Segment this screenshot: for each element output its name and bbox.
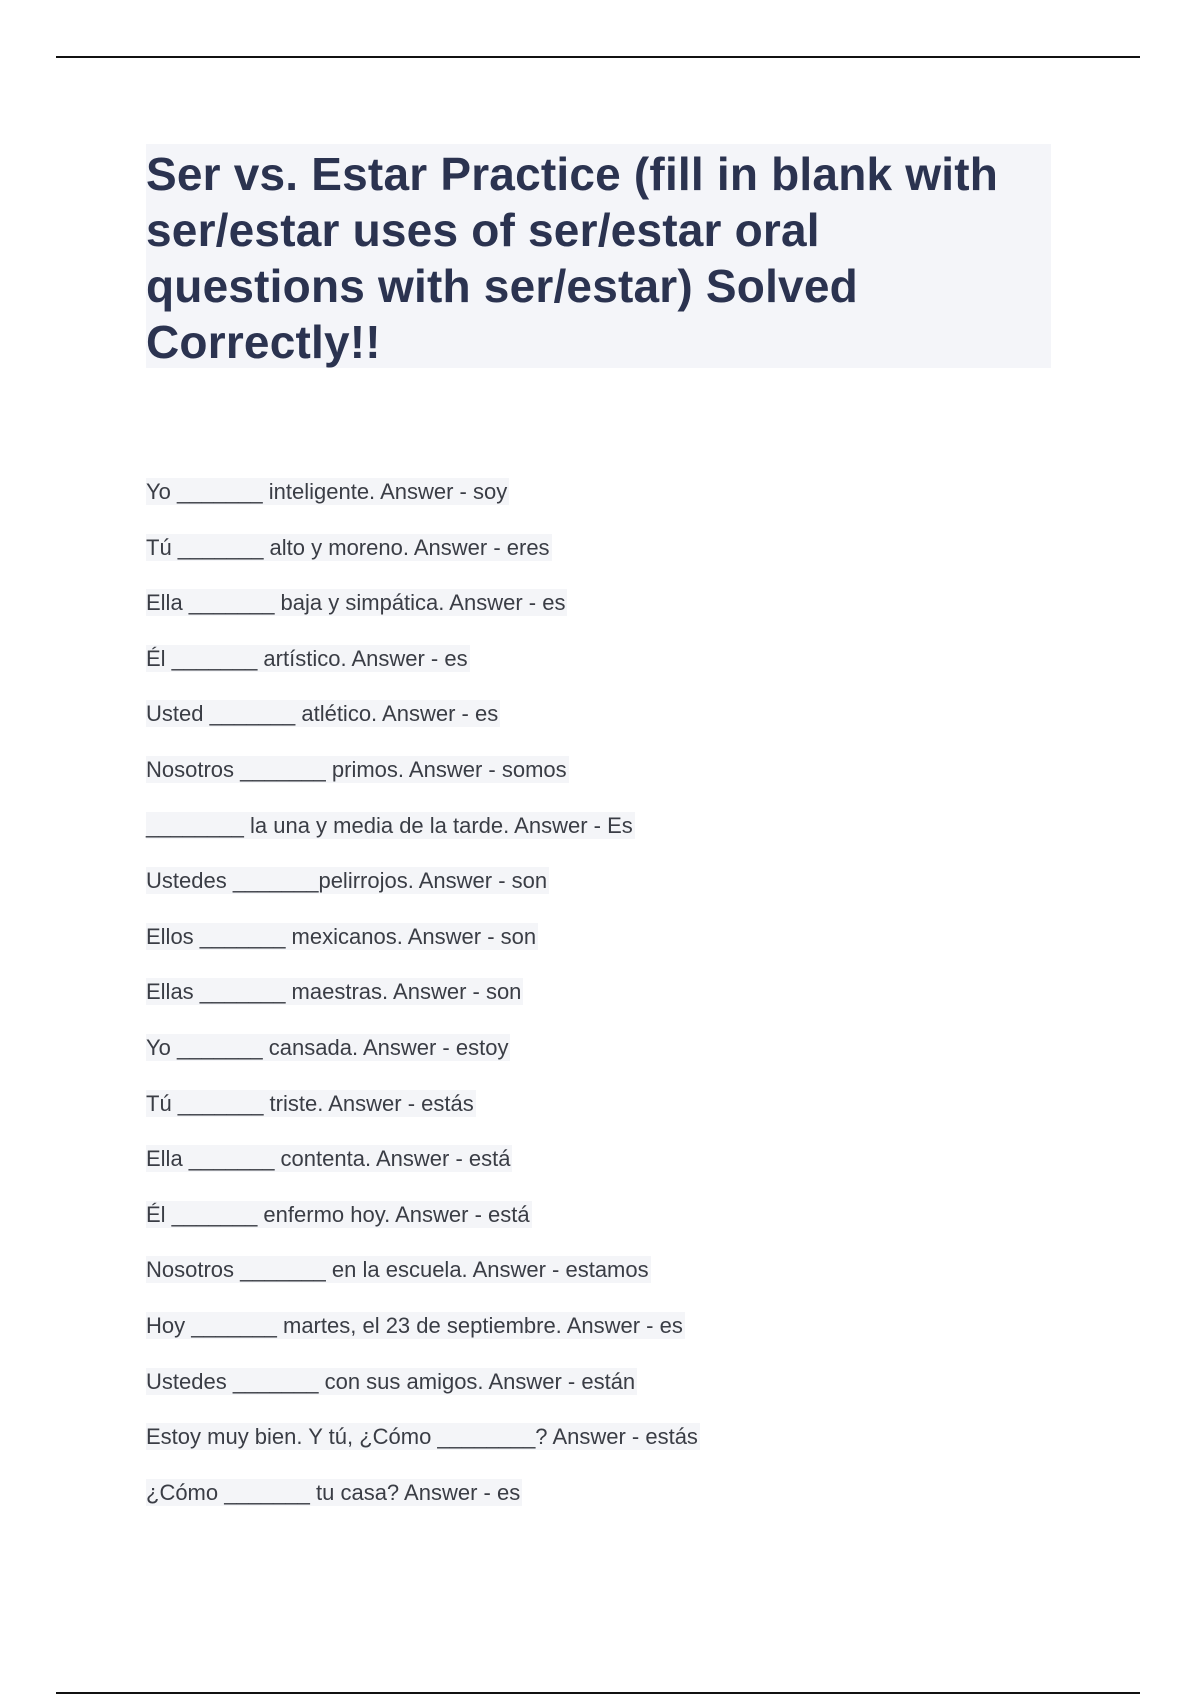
question-item: [146, 699, 700, 755]
question-item: [146, 1422, 700, 1478]
question-text: ¿Cómo _______ tu casa? Answer - es: [146, 1479, 521, 1505]
question-text: Estoy muy bien. Y tú, ¿Cómo ________? Answer - estás: [146, 1424, 698, 1450]
question-text: Hoy _______ martes, el 23 de septiembre. Answer - es: [146, 1312, 683, 1338]
question-item: [146, 1367, 700, 1423]
question-text: Nosotros _______ primos. Answer - somos: [146, 756, 567, 782]
question-text: Ellos _______ mexicanos. Answer - son: [146, 923, 537, 949]
question-item: [146, 1200, 700, 1256]
question-item: [146, 1144, 700, 1200]
question-item: [146, 1311, 700, 1367]
question-text: Él _______ enfermo hoy. Answer - está: [146, 1201, 530, 1227]
question-item: [146, 811, 700, 867]
question-text: Nosotros _______ en la escuela. Answer - estamos: [146, 1257, 649, 1283]
question-item: [146, 588, 700, 644]
question-text: Tú _______ triste. Answer - estás: [146, 1090, 474, 1116]
question-item: [146, 755, 700, 811]
question-item: [146, 1033, 700, 1089]
question-text: Ustedes _______ con sus amigos. Answer - están: [146, 1368, 636, 1394]
top-rule: [56, 56, 1140, 58]
question-list: [146, 477, 700, 1533]
question-text: Yo _______ inteligente. Answer - soy: [146, 479, 508, 504]
question-text: Yo _______ cansada. Answer - estoy: [146, 1034, 509, 1060]
question-item: [146, 977, 700, 1033]
question-item: [146, 866, 700, 922]
question-text: Ellas _______ maestras. Answer - son: [146, 979, 522, 1005]
question-item: [146, 1089, 700, 1145]
question-text: Él _______ artístico. Answer - es: [146, 645, 468, 671]
document-title: Ser vs. Estar Practice (fill in blank with ser/estar uses of ser/estar oral questions with ser/estar) Solved Correctly!!: [146, 148, 999, 368]
question-item: [146, 644, 700, 700]
title-box: [146, 144, 1051, 368]
question-text: ________ la una y media de la tarde. Answer - Es: [146, 812, 633, 838]
question-text: Ella _______ contenta. Answer - está: [146, 1146, 511, 1172]
question-item: [146, 922, 700, 978]
question-text: Usted _______ atlético. Answer - es: [146, 701, 499, 727]
question-text: Ella _______ baja y simpática. Answer - es: [146, 590, 566, 616]
question-text: Tú _______ alto y moreno. Answer - eres: [146, 534, 550, 560]
question-item: [146, 1478, 700, 1534]
question-item: [146, 477, 700, 533]
question-item: [146, 1255, 700, 1311]
question-item: [146, 533, 700, 589]
bottom-rule: [56, 1692, 1140, 1694]
question-text: Ustedes _______pelirrojos. Answer - son: [146, 868, 548, 894]
